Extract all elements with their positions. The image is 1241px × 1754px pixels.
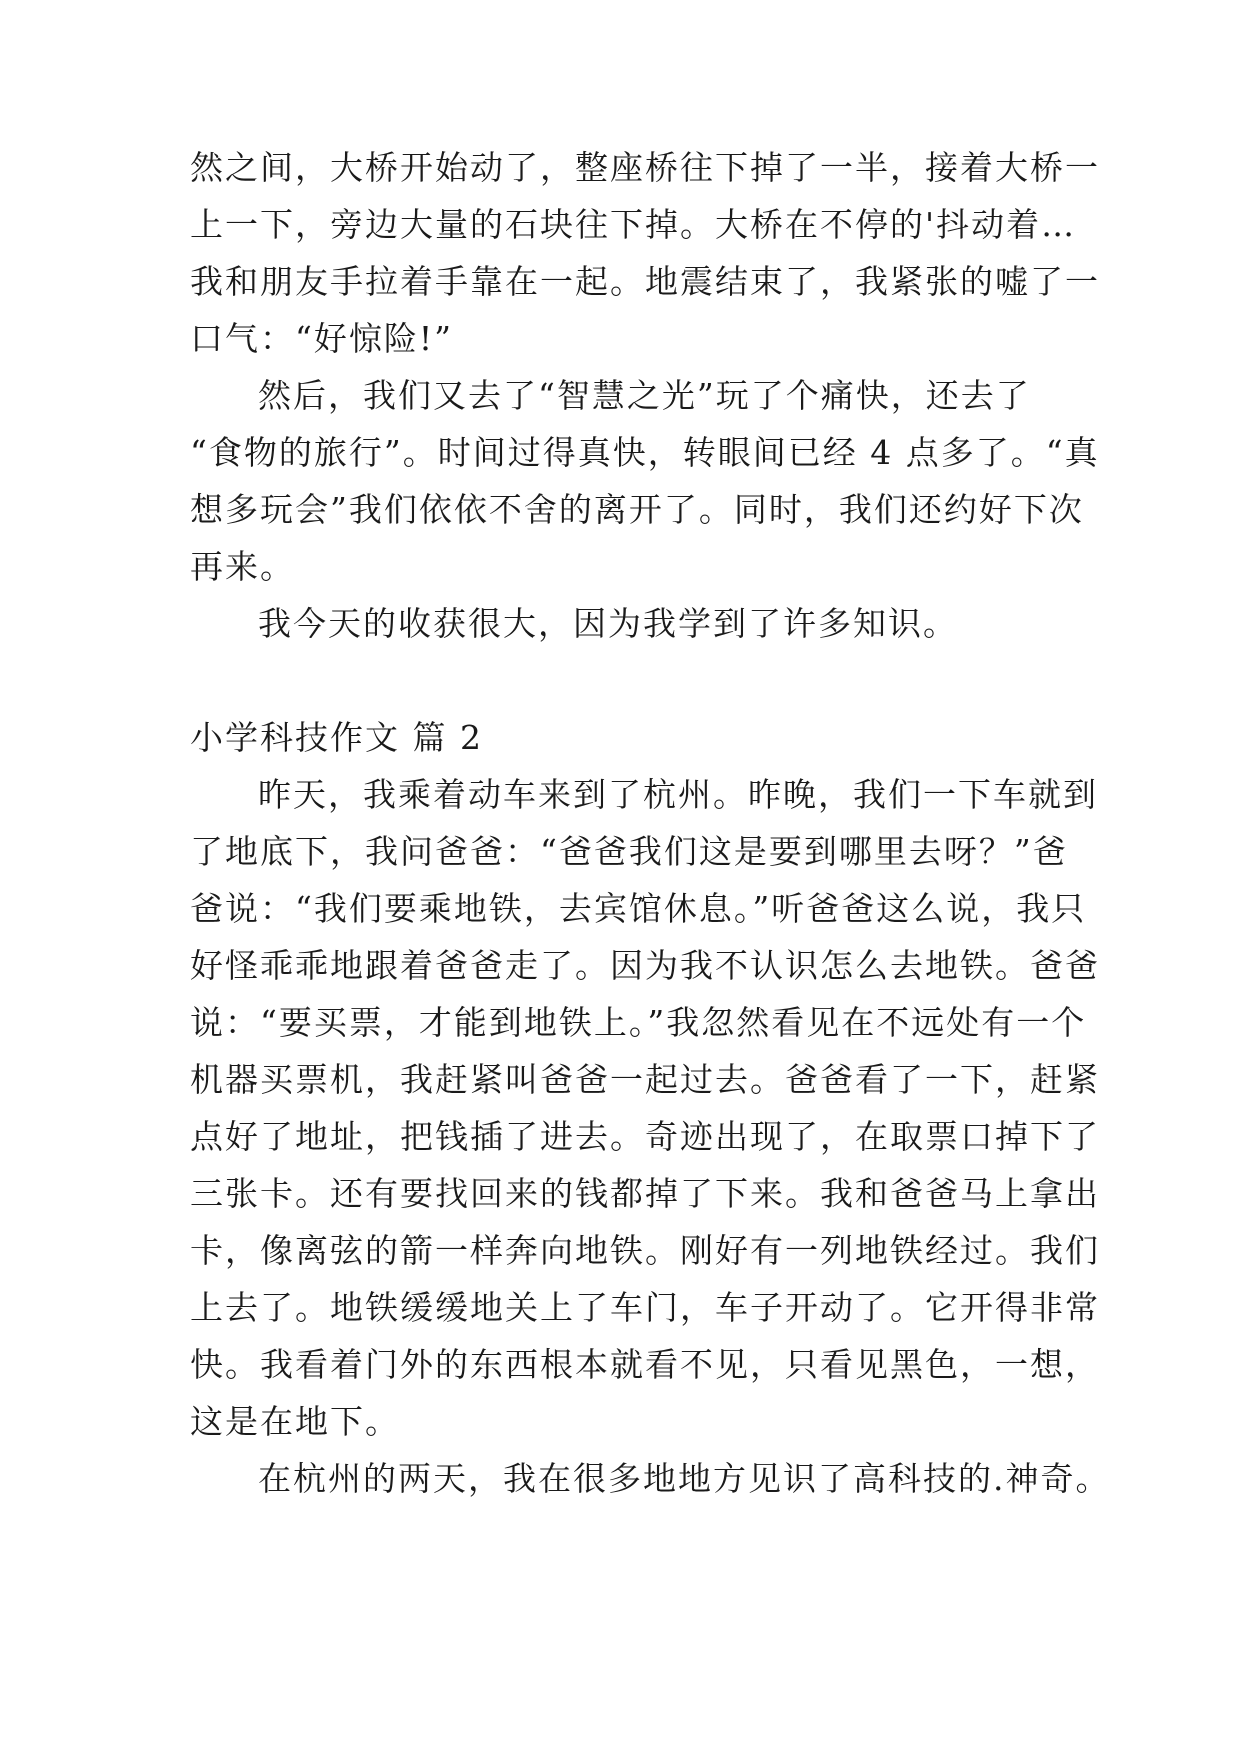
paragraph-4-line-9: 卡，像离弦的箭一样奔向地铁。刚好有一列地铁经过。我们 bbox=[190, 1231, 1100, 1270]
section-heading: 小学科技作文 篇 2 bbox=[190, 718, 483, 757]
paragraph-1-line-4: 口气：“好惊险!” bbox=[190, 319, 454, 358]
paragraph-4-line-10: 上去了。地铁缓缓地关上了车门，车子开动了。它开得非常 bbox=[190, 1288, 1100, 1327]
paragraph-4-line-6: 机器买票机，我赶紧叫爸爸一起过去。爸爸看了一下，赶紧 bbox=[190, 1060, 1100, 1099]
paragraph-4-line-8: 三张卡。还有要找回来的钱都掉了下来。我和爸爸马上拿出 bbox=[190, 1174, 1100, 1213]
paragraph-2-line-1: 然后，我们又去了“智慧之光”玩了个痛快，还去了 bbox=[258, 376, 1031, 415]
paragraph-4-line-7: 点好了地址，把钱插了进去。奇迹出现了，在取票口掉下了 bbox=[190, 1117, 1100, 1156]
paragraph-2-line-4: 再来。 bbox=[190, 547, 295, 586]
paragraph-4-line-4: 好怪乖乖地跟着爸爸走了。因为我不认识怎么去地铁。爸爸 bbox=[190, 946, 1100, 985]
paragraph-4-line-11: 快。我看着门外的东西根本就看不见，只看见黑色，一想， bbox=[190, 1345, 1100, 1384]
paragraph-4-line-5: 说：“要买票，才能到地铁上。”我忽然看见在不远处有一个 bbox=[190, 1003, 1087, 1042]
paragraph-4-line-2: 了地底下，我问爸爸：“爸爸我们这是要到哪里去呀？”爸 bbox=[190, 832, 1068, 871]
paragraph-2-line-2: “食物的旅行”。时间过得真快，转眼间已经 4 点多了。“真 bbox=[190, 433, 1100, 472]
paragraph-1-line-3: 我和朋友手拉着手靠在一起。地震结束了，我紧张的嘘了一 bbox=[190, 262, 1100, 301]
paragraph-1-line-1: 然之间，大桥开始动了，整座桥往下掉了一半，接着大桥一 bbox=[190, 148, 1100, 187]
paragraph-4-line-12: 这是在地下。 bbox=[190, 1402, 400, 1441]
paragraph-2-line-3: 想多玩会”我们依依不舍的离开了。同时，我们还约好下次 bbox=[190, 490, 1084, 529]
paragraph-4-line-3: 爸说：“我们要乘地铁，去宾馆休息。”听爸爸这么说，我只 bbox=[190, 889, 1087, 928]
paragraph-3-line-1: 我今天的收获很大，因为我学到了许多知识。 bbox=[258, 604, 958, 643]
paragraph-5-line-1: 在杭州的两天，我在很多地地方见识了高科技的.神奇。 bbox=[258, 1459, 1111, 1498]
paragraph-1-line-2: 上一下，旁边大量的石块往下掉。大桥在不停的'抖动着… bbox=[190, 205, 1077, 244]
paragraph-4-line-1: 昨天，我乘着动车来到了杭州。昨晚，我们一下车就到 bbox=[258, 775, 1098, 814]
